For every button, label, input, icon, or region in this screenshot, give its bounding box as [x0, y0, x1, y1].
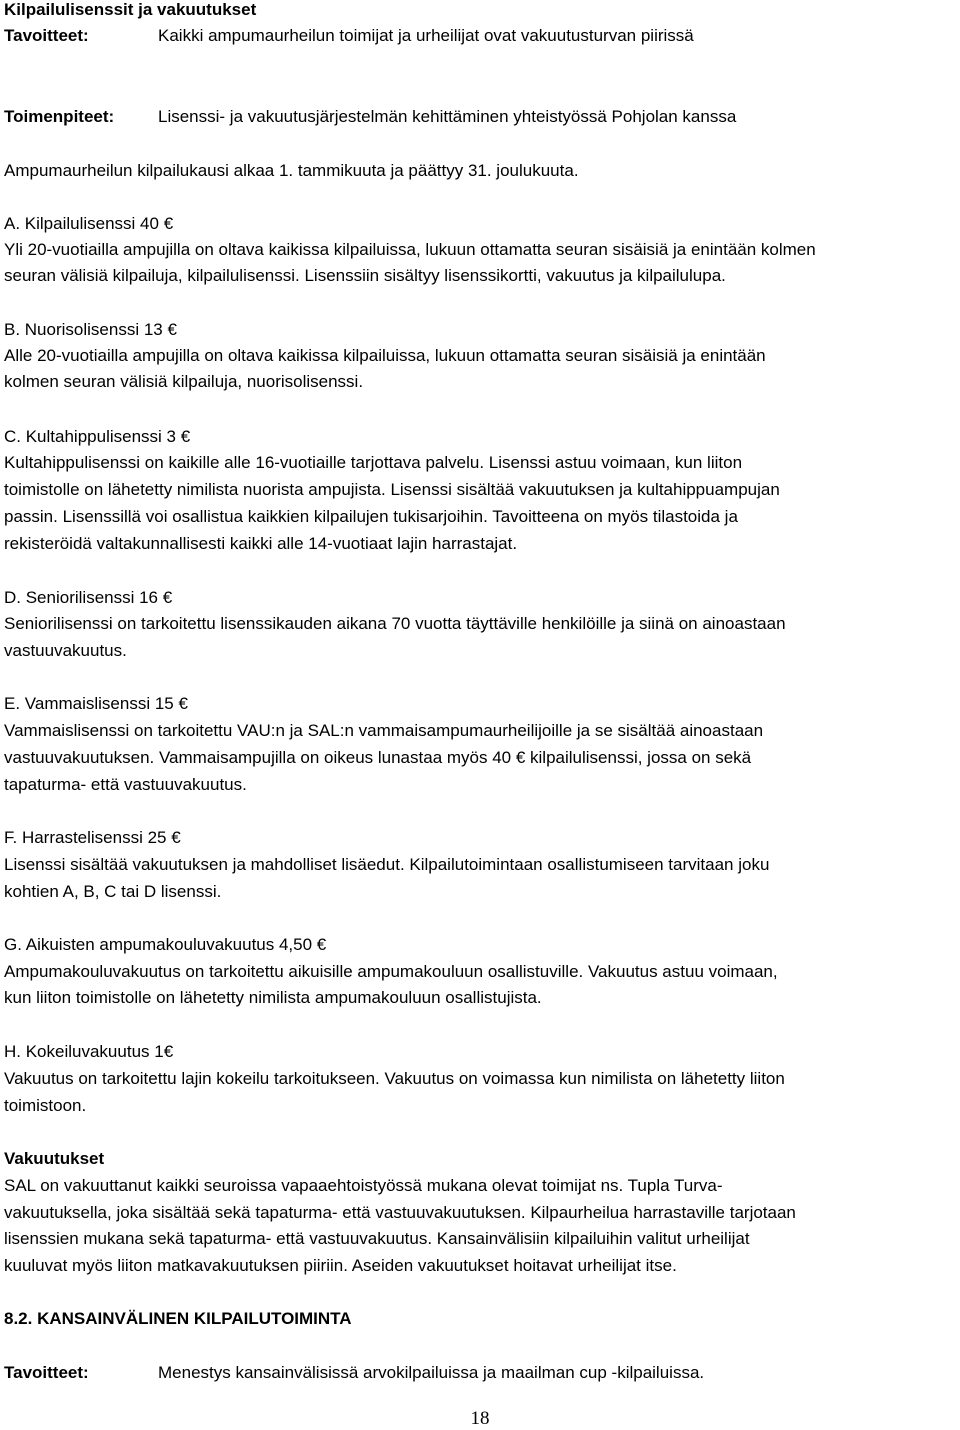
- section-line: toimistolle on lähetetty nimilista nuorista ampujista. Lisenssi sisältää vakuutuksen ja kultahippuampujan: [4, 480, 780, 499]
- actions-label: Toimenpiteet:: [4, 107, 115, 126]
- section-line: seuran välisiä kilpailuja, kilpailulisenssi. Lisenssiin sisältyy lisenssikortti, vakuutus ja kilpailulupa.: [4, 266, 726, 285]
- insurance-heading: Vakuutukset: [4, 1149, 105, 1168]
- goals2-label: Tavoitteet:: [4, 1363, 89, 1382]
- section-line: Alle 20-vuotiailla ampujilla on oltava kaikissa kilpailuissa, lukuun ottamatta seuran sisäisiä ja enintään: [4, 346, 766, 365]
- section-heading: D. Seniorilisenssi 16 €: [4, 588, 173, 607]
- section-line: vastuuvakuutuksen. Vammaisampujilla on oikeus lunastaa myös 40 € kilpailulisenssi, jossa on sekä: [4, 748, 752, 767]
- section-line: Yli 20-vuotiailla ampujilla on oltava kaikissa kilpailuissa, lukuun ottamatta seuran sisäisiä ja enintään kolmen: [4, 240, 816, 259]
- insurance-line: kuuluvat myös liiton matkavakuutuksen piiriin. Aseiden vakuutukset hoitavat urheilijat itse.: [4, 1256, 677, 1275]
- insurance-line: SAL on vakuuttanut kaikki seuroissa vapaaehtoistyössä mukana olevat toimijat ns. Tupla Turva-: [4, 1176, 723, 1195]
- section-line: Vammaislisenssi on tarkoitettu VAU:n ja SAL:n vammaisampumaurheilijoille ja se sisältää ainoastaan: [4, 721, 764, 740]
- section-line: kolmen seuran välisiä kilpailuja, nuorisolisenssi.: [4, 372, 364, 391]
- section-heading: C. Kultahippulisenssi 3 €: [4, 427, 191, 446]
- section-line: Kultahippulisenssi on kaikille alle 16-vuotiaille tarjottava palvelu. Lisenssi astuu voimaan, kun liiton: [4, 453, 743, 472]
- section-line: Seniorilisenssi on tarkoitettu lisenssikauden aikana 70 vuotta täyttäville henkilöille ja siinä on ainoastaan: [4, 614, 786, 633]
- section-heading: B. Nuorisolisenssi 13 €: [4, 320, 177, 339]
- section-line: Ampumakouluvakuutus on tarkoitettu aikuisille ampumakouluun osallistuville. Vakuutus astuu voimaan,: [4, 962, 778, 981]
- page-title: Kilpailulisenssit ja vakuutukset: [4, 0, 257, 19]
- section-heading: A. Kilpailulisenssi 40 €: [4, 214, 174, 233]
- insurance-line: lisenssien mukana sekä tapaturma- että vastuuvakuutus. Kansainvälisiin kilpailuihin valitut urheilijat: [4, 1229, 750, 1248]
- section-line: toimistoon.: [4, 1096, 87, 1115]
- goals-text: Kaikki ampumaurheilun toimijat ja urheilijat ovat vakuutusturvan piirissä: [158, 26, 694, 45]
- section-heading: E. Vammaislisenssi 15 €: [4, 694, 188, 713]
- page-number: 18: [470, 1408, 490, 1429]
- section-heading: F. Harrastelisenssi 25 €: [4, 828, 181, 847]
- section-line: kohtien A, B, C tai D lisenssi.: [4, 882, 222, 901]
- goals-label: Tavoitteet:: [4, 26, 89, 45]
- section-line: tapaturma- että vastuuvakuutus.: [4, 775, 247, 794]
- actions-text: Lisenssi- ja vakuutusjärjestelmän kehittäminen yhteistyössä Pohjolan kanssa: [158, 107, 737, 126]
- insurance-line: vakuutuksella, joka sisältää sekä tapaturma- että vastuuvakuutuksen. Kilpaurheilua harrastaville tarjotaan: [4, 1203, 796, 1222]
- section-line: rekisteröidä valtakunnallisesti kaikki alle 14-vuotiaat lajin harrastajat.: [4, 534, 518, 553]
- section-line: Lisenssi sisältää vakuutuksen ja mahdolliset lisäedut. Kilpailutoimintaan osallistumiseen tarvitaan joku: [4, 855, 770, 874]
- section-heading: G. Aikuisten ampumakouluvakuutus 4,50 €: [4, 935, 327, 954]
- goals2-text: Menestys kansainvälisissä arvokilpailuissa ja maailman cup -kilpailuissa.: [158, 1363, 705, 1382]
- section-line: vastuuvakuutus.: [4, 641, 127, 660]
- section-title-8-2: 8.2. KANSAINVÄLINEN KILPAILUTOIMINTA: [4, 1309, 352, 1328]
- section-line: kun liiton toimistolle on lähetetty nimilista ampumakouluun osallistujista.: [4, 988, 542, 1007]
- section-line: Vakuutus on tarkoitettu lajin kokeilu tarkoitukseen. Vakuutus on voimassa kun nimilista on lähetetty liiton: [4, 1069, 785, 1088]
- section-line: passin. Lisenssillä voi osallistua kaikkien kilpailujen tukisarjoihin. Tavoitteena on myös tilastoida ja: [4, 507, 738, 526]
- section-heading: H. Kokeiluvakuutus 1€: [4, 1042, 174, 1061]
- season-text: Ampumaurheilun kilpailukausi alkaa 1. tammikuuta ja päättyy 31. joulukuuta.: [4, 161, 579, 180]
